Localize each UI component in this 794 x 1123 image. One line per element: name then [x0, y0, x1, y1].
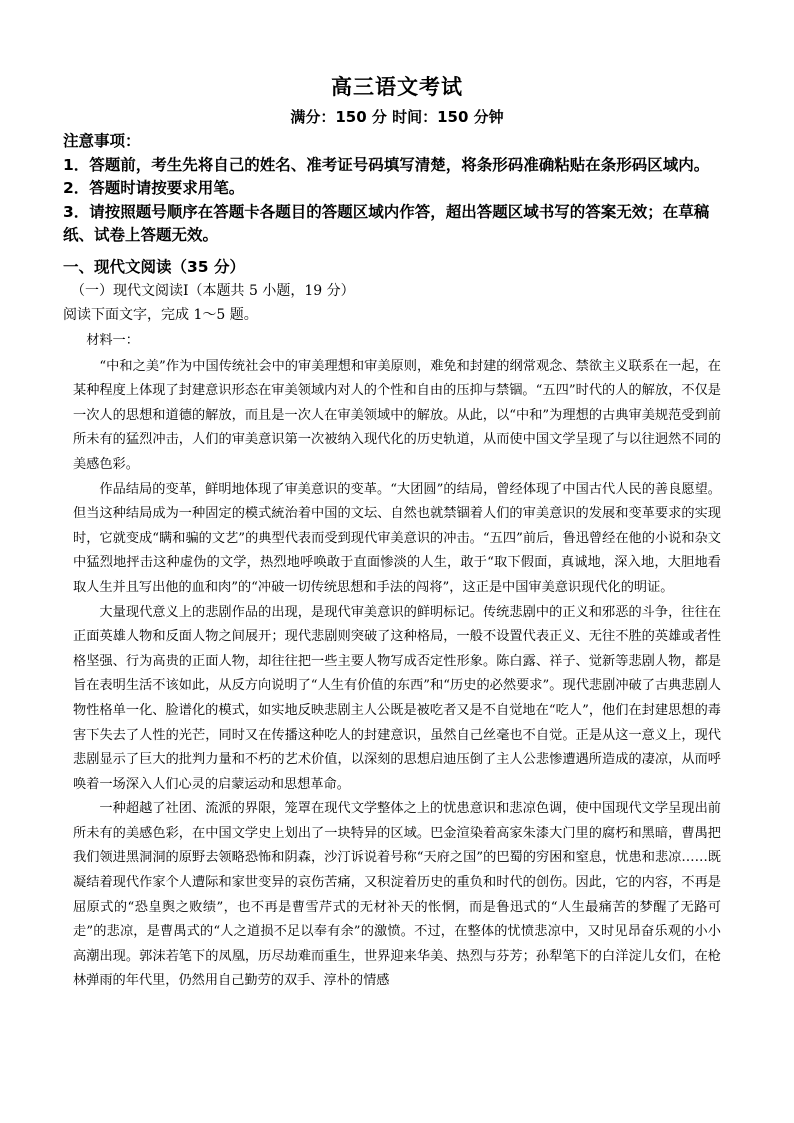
section-heading: 一、现代文阅读（35 分）: [63, 258, 245, 276]
notice-item-2: 2．答题时请按要求用笔。: [63, 179, 245, 197]
sub-section-heading: （一）现代文阅读Ⅰ（本题共 5 小题，19 分）: [71, 283, 355, 299]
exam-subtitle: 满分：150 分 时间：150 分钟: [290, 108, 504, 126]
notice-item-1: 1．答题前，考生先将自己的姓名、准考证号码填写清楚，将条形码准确粘贴在条形码区域内。: [63, 155, 710, 174]
section-header-block: [63, 255, 735, 327]
material-label: 材料一：: [86, 333, 139, 348]
passage-paragraph-3: 大量现代意义上的悲剧作品的出现，是现代审美意识的鲜明标记。传统悲剧中的正义和邪恶的斗争，往往在正面英雄人物和反面人物之间展开；现代悲剧则突破了这种格局，一般不设置代表正义、无往不胜的英雄或者性格坚强、行为高贵的正面人物，却往往把一些主要人物写成否定性形象。陈白露、祥子、觉新等悲剧人物，都是旨在表明生活不该如此，从反方向说明了“人生有价值的东西”和“历史的必然要求”。现代悲剧冲破了古典悲剧人物性格单一化、脸谱化的模式，如实地反映悲剧主人公既是被吃者又是不自觉地在“吃人”，他们在封建思想的毒害下失去了人性的光芒，同时又在传播这种吃人的封建意识，虽然自己丝毫也不自觉。正是从这一意义上，现代悲剧显示了巨大的批判力量和不朽的艺术价值，以深刻的思想启迪压倒了主人公悲惨遭遇所造成的凄凉，从而呼唤着一场深入人们心灵的启蒙运动和思想革命。: [73, 604, 721, 792]
notice-item-3: 3．请按照题号顺序在答题卡各题目的答题区域内作答，超出答题区域书写的答案无效；在草稿纸、试卷上答题无效。: [63, 202, 710, 244]
notice-block: [63, 130, 735, 248]
passage-paragraph-2: 作品结局的变革，鲜明地体现了审美意识的变革。“大团圆”的结局，曾经体现了中国古代人民的善良愿望。但当这种结局成为一种固定的模式統治着中国的文坛、自然也就禁锢着人们的审美意识的发展和变革要求的实现时，它就变成“瞒和骗的文艺”的典型代表而受到现代审美意识的冲击。“五四”前后，鲁迅曾经在他的小说和杂文中猛烈地抨击这种虚伪的文学，热烈地呼唤敢于直面惨淡的人生，敢于“取下假面，真诚地，深入地，大胆地看取人生并且写出他的血和肉”的“冲破一切传统思想和手法的闯将”，这正是中国审美意识现代化的明证。: [73, 481, 721, 595]
reading-passage: [73, 329, 721, 994]
passage-paragraph-4: 一种超越了社团、流派的界限，笼罩在现代文学整体之上的忧患意识和悲凉色调，使中国现代文学呈现出前所未有的美感色彩，在中国文学史上划出了一块特异的区域。巴金渲染着高家朱漆大门里的腐朽和黑暗，曹禺把我们领进黑洞洞的原野去领略恐怖和阴森，沙汀诉说着号称“天府之国”的巴蜀的穷困和窒息，忧患和悲凉……既凝结着现代作家个人遭际和家世变异的哀伤苦痛，又积淀着历史的重负和时代的创伤。因此，它的内容，不再是屈原式的“恐皇舆之败绩”，也不再是曹雪芹式的无材补天的怅惘，而是鲁迅式的“人生最痛苦的梦醒了无路可走”的悲凉，是曹禺式的“人之道损不足以奉有余”的激愤。不过，在整体的忧愤悲凉中，又时见昂奋乐观的小小高潮出现。郭沫若笔下的凤凰，历尽劫难而重生，世界迎来华美、热烈与芬芳；孙犁笔下的白洋淀儿女们，在枪林弹雨的年代里，仍然用自己勤劳的双手、淳朴的情感: [73, 801, 721, 989]
reading-instruction: 阅读下面文字，完成 1～5 题。: [63, 307, 258, 323]
passage-paragraph-1: “中和之美”作为中国传统社会中的审美理想和审美原则，难免和封建的纲常观念、禁欲主义联系在一起，在某种程度上体现了封建意识形态在审美领域内对人的个性和自由的压抑与禁锢。“五四”时代的人的解放，不仅是一次人的思想和道德的解放，而且是一次人在审美领域中的解放。从此，以“中和”为理想的古典审美规范受到前所未有的猛烈冲击，人们的审美意识第一次被纳入现代化的历史轨道，从而使中国文学呈现了与以往迥然不同的美感色彩。: [73, 358, 721, 472]
exam-title: 高三语文考试: [331, 75, 463, 99]
notice-heading: 注意事项：: [63, 132, 141, 150]
